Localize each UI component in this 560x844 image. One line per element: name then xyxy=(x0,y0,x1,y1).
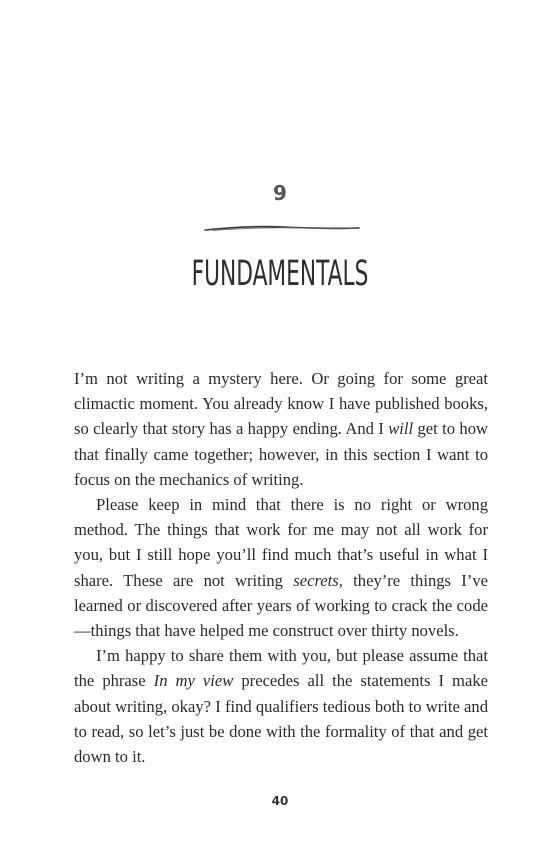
paragraph-1-text-b: get to how that finally came together; however, in this section I want to focus on the mechanics of writing. xyxy=(74,419,489,489)
chapter-number: 9 xyxy=(273,181,287,205)
chapter-title: FUNDAMENTALS xyxy=(191,254,369,294)
paragraph-1 xyxy=(74,366,488,492)
paragraph-3-emphasis: In my view xyxy=(153,671,234,691)
paragraph-2-text-a: Please keep in mind that there is no right or wrong method. The things that work for me may not all work for you, but I still hope you’ll find much that’s useful in what I share. These are not writing xyxy=(74,495,488,590)
paragraph-2-text-b: they’re things I’ve learned or discovered after years of working to crack the code—things that have helped me construct over thirty novels. xyxy=(74,570,488,641)
paragraph-3-text-a: I’m happy to share them with you, but please assume that the phrase xyxy=(74,646,488,691)
chapter-divider xyxy=(203,222,361,234)
paragraph-1-emphasis: will xyxy=(388,419,414,439)
paragraph-3-text-b: precedes all the statements I make about writing, okay? I find qualifiers tedious both to write and to read, so let’s just be done with the formality of that and get down to it. xyxy=(74,671,488,767)
page-number: 40 xyxy=(271,794,289,808)
paragraph-1-text-a: I’m not writing a mystery here. Or going for some great climactic moment. You already know I have published books, so clearly that story has a happy ending. And I xyxy=(74,369,488,439)
paragraph-2-emphasis: secrets, xyxy=(293,570,343,590)
paragraph-3 xyxy=(74,643,488,769)
paragraph-2 xyxy=(74,492,488,643)
body-text xyxy=(74,366,488,769)
